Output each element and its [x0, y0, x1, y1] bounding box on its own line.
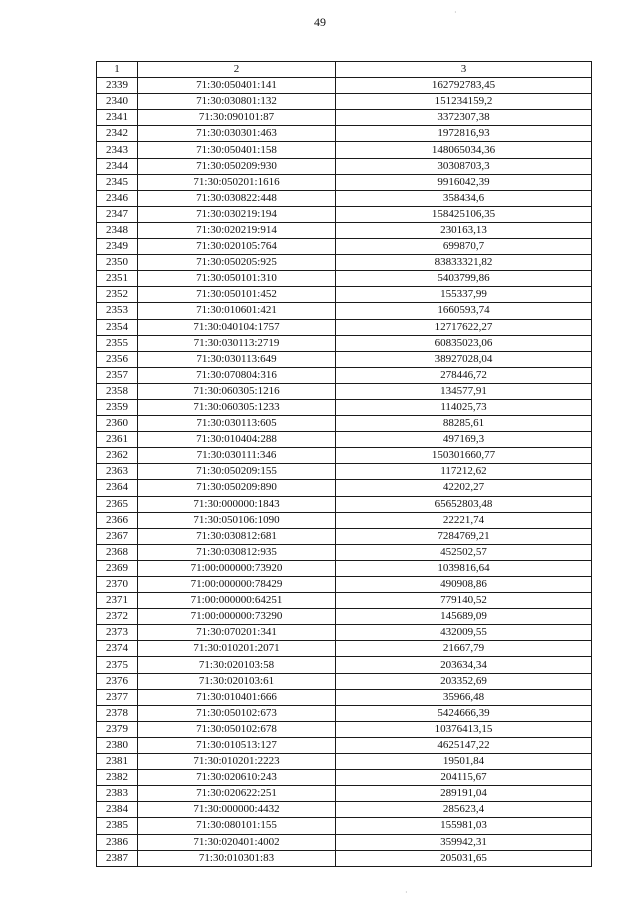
row-number-cell: 2351 [97, 271, 138, 287]
cadastral-number-cell: 71:30:040104:1757 [138, 319, 336, 335]
cadastral-number-cell: 71:30:080101:155 [138, 818, 336, 834]
row-number-cell: 2363 [97, 464, 138, 480]
table-row [97, 335, 592, 351]
table-row [97, 367, 592, 383]
table-row [97, 464, 592, 480]
value-cell: 88285,61 [336, 416, 592, 432]
table-row [97, 528, 592, 544]
value-cell: 285623,4 [336, 802, 592, 818]
value-cell: 162792783,45 [336, 78, 592, 94]
cadastral-number-cell: 71:30:070201:341 [138, 625, 336, 641]
cadastral-number-cell: 71:30:030301:463 [138, 126, 336, 142]
cadastral-number-cell: 71:30:030812:935 [138, 544, 336, 560]
row-number-cell: 2359 [97, 399, 138, 415]
row-number-cell: 2339 [97, 78, 138, 94]
table-row [97, 786, 592, 802]
table-row [97, 560, 592, 576]
table-row [97, 110, 592, 126]
value-cell: 205031,65 [336, 850, 592, 866]
row-number-cell: 2353 [97, 303, 138, 319]
scan-speck: · [405, 888, 408, 897]
table-row [97, 705, 592, 721]
value-cell: 5424666,39 [336, 705, 592, 721]
cadastral-number-cell: 71:30:010404:288 [138, 432, 336, 448]
table-row [97, 544, 592, 560]
row-number-cell: 2365 [97, 496, 138, 512]
table-row [97, 609, 592, 625]
value-cell: 134577,91 [336, 383, 592, 399]
value-cell: 432009,55 [336, 625, 592, 641]
row-number-cell: 2344 [97, 158, 138, 174]
row-number-cell: 2343 [97, 142, 138, 158]
value-cell: 117212,62 [336, 464, 592, 480]
row-number-cell: 2367 [97, 528, 138, 544]
value-cell: 21667,79 [336, 641, 592, 657]
table-row [97, 351, 592, 367]
cadastral-number-cell: 71:30:030113:605 [138, 416, 336, 432]
cadastral-number-cell: 71:30:020103:61 [138, 673, 336, 689]
cadastral-number-cell: 71:30:020105:764 [138, 239, 336, 255]
table-row [97, 287, 592, 303]
value-cell: 359942,31 [336, 834, 592, 850]
table-row [97, 480, 592, 496]
table-row [97, 142, 592, 158]
row-number-cell: 2350 [97, 255, 138, 271]
table-row [97, 255, 592, 271]
cadastral-number-cell: 71:30:030113:649 [138, 351, 336, 367]
cadastral-number-cell: 71:30:050209:155 [138, 464, 336, 480]
cadastral-number-cell: 71:30:010513:127 [138, 737, 336, 753]
cadastral-number-cell: 71:30:010201:2223 [138, 754, 336, 770]
table-row [97, 303, 592, 319]
cadastral-number-cell: 71:30:050201:1616 [138, 174, 336, 190]
row-number-cell: 2378 [97, 705, 138, 721]
cadastral-number-cell: 71:30:020103:58 [138, 657, 336, 673]
row-number-cell: 2368 [97, 544, 138, 560]
cadastral-number-cell: 71:30:060305:1216 [138, 383, 336, 399]
row-number-cell: 2373 [97, 625, 138, 641]
value-cell: 10376413,15 [336, 721, 592, 737]
table-row [97, 206, 592, 222]
table-row [97, 737, 592, 753]
value-cell: 155337,99 [336, 287, 592, 303]
value-cell: 145689,09 [336, 609, 592, 625]
row-number-cell: 2349 [97, 239, 138, 255]
row-number-cell: 2358 [97, 383, 138, 399]
cadastral-number-cell: 71:30:050205:925 [138, 255, 336, 271]
cadastral-number-cell: 71:30:030113:2719 [138, 335, 336, 351]
table-row [97, 222, 592, 238]
cadastral-number-cell: 71:30:050401:141 [138, 78, 336, 94]
row-number-cell: 2386 [97, 834, 138, 850]
value-cell: 150301660,77 [336, 448, 592, 464]
row-number-cell: 2375 [97, 657, 138, 673]
value-cell: 699870,7 [336, 239, 592, 255]
cadastral-number-cell: 71:30:020401:4002 [138, 834, 336, 850]
row-number-cell: 2347 [97, 206, 138, 222]
value-cell: 3372307,38 [336, 110, 592, 126]
value-cell: 203352,69 [336, 673, 592, 689]
cadastral-number-cell: 71:30:050102:673 [138, 705, 336, 721]
table-row [97, 818, 592, 834]
row-number-cell: 2380 [97, 737, 138, 753]
table-row [97, 190, 592, 206]
value-cell: 12717622,27 [336, 319, 592, 335]
cadastral-number-cell: 71:30:000000:1843 [138, 496, 336, 512]
cadastral-number-cell: 71:30:010401:666 [138, 689, 336, 705]
row-number-cell: 2374 [97, 641, 138, 657]
value-cell: 148065034,36 [336, 142, 592, 158]
value-cell: 158425106,35 [336, 206, 592, 222]
cadastral-number-cell: 71:30:050101:452 [138, 287, 336, 303]
table-row [97, 770, 592, 786]
table-row [97, 94, 592, 110]
table-row [97, 416, 592, 432]
cadastral-number-cell: 71:30:060305:1233 [138, 399, 336, 415]
column-header-3: 3 [336, 62, 592, 78]
row-number-cell: 2387 [97, 850, 138, 866]
row-number-cell: 2361 [97, 432, 138, 448]
row-number-cell: 2384 [97, 802, 138, 818]
row-number-cell: 2357 [97, 367, 138, 383]
value-cell: 203634,34 [336, 657, 592, 673]
row-number-cell: 2381 [97, 754, 138, 770]
value-cell: 83833321,82 [336, 255, 592, 271]
table-row [97, 448, 592, 464]
row-number-cell: 2372 [97, 609, 138, 625]
row-number-cell: 2348 [97, 222, 138, 238]
value-cell: 19501,84 [336, 754, 592, 770]
header-row [97, 62, 592, 78]
value-cell: 1660593,74 [336, 303, 592, 319]
table-row [97, 319, 592, 335]
value-cell: 278446,72 [336, 367, 592, 383]
row-number-cell: 2366 [97, 512, 138, 528]
cadastral-number-cell: 71:30:030801:132 [138, 94, 336, 110]
data-table [96, 61, 592, 867]
cadastral-number-cell: 71:30:020219:914 [138, 222, 336, 238]
cadastral-number-cell: 71:30:050102:678 [138, 721, 336, 737]
row-number-cell: 2340 [97, 94, 138, 110]
row-number-cell: 2362 [97, 448, 138, 464]
row-number-cell: 2376 [97, 673, 138, 689]
table-row [97, 512, 592, 528]
value-cell: 452502,57 [336, 544, 592, 560]
cadastral-number-cell: 71:30:010601:421 [138, 303, 336, 319]
table-row [97, 383, 592, 399]
cadastral-number-cell: 71:00:000000:73920 [138, 560, 336, 576]
table-row [97, 625, 592, 641]
table-row [97, 239, 592, 255]
table-row [97, 399, 592, 415]
value-cell: 490908,86 [336, 577, 592, 593]
cadastral-number-cell: 71:30:010201:2071 [138, 641, 336, 657]
column-header-2: 2 [138, 62, 336, 78]
cadastral-number-cell: 71:30:050209:890 [138, 480, 336, 496]
table-row [97, 850, 592, 866]
value-cell: 151234159,2 [336, 94, 592, 110]
cadastral-number-cell: 71:30:090101:87 [138, 110, 336, 126]
row-number-cell: 2383 [97, 786, 138, 802]
row-number-cell: 2371 [97, 593, 138, 609]
row-number-cell: 2345 [97, 174, 138, 190]
table-row [97, 721, 592, 737]
row-number-cell: 2364 [97, 480, 138, 496]
table-row [97, 577, 592, 593]
cadastral-number-cell: 71:30:030111:346 [138, 448, 336, 464]
cadastral-number-cell: 71:30:050106:1090 [138, 512, 336, 528]
value-cell: 358434,6 [336, 190, 592, 206]
table-row [97, 673, 592, 689]
table-row [97, 271, 592, 287]
value-cell: 289191,04 [336, 786, 592, 802]
cadastral-number-cell: 71:00:000000:73290 [138, 609, 336, 625]
table-row [97, 689, 592, 705]
row-number-cell: 2382 [97, 770, 138, 786]
row-number-cell: 2355 [97, 335, 138, 351]
value-cell: 5403799,86 [336, 271, 592, 287]
cadastral-number-cell: 71:30:050401:158 [138, 142, 336, 158]
table-row [97, 754, 592, 770]
value-cell: 1972816,93 [336, 126, 592, 142]
row-number-cell: 2342 [97, 126, 138, 142]
row-number-cell: 2341 [97, 110, 138, 126]
cadastral-number-cell: 71:30:030812:681 [138, 528, 336, 544]
value-cell: 1039816,64 [336, 560, 592, 576]
column-header-1: 1 [97, 62, 138, 78]
value-cell: 114025,73 [336, 399, 592, 415]
row-number-cell: 2370 [97, 577, 138, 593]
table-row [97, 432, 592, 448]
cadastral-number-cell: 71:30:070804:316 [138, 367, 336, 383]
value-cell: 22221,74 [336, 512, 592, 528]
value-cell: 497169,3 [336, 432, 592, 448]
table-row [97, 802, 592, 818]
table-row [97, 641, 592, 657]
value-cell: 38927028,04 [336, 351, 592, 367]
value-cell: 4625147,22 [336, 737, 592, 753]
cadastral-number-cell: 71:00:000000:78429 [138, 577, 336, 593]
value-cell: 7284769,21 [336, 528, 592, 544]
row-number-cell: 2356 [97, 351, 138, 367]
row-number-cell: 2346 [97, 190, 138, 206]
cadastral-number-cell: 71:30:050101:310 [138, 271, 336, 287]
table-row [97, 496, 592, 512]
value-cell: 30308703,3 [336, 158, 592, 174]
row-number-cell: 2385 [97, 818, 138, 834]
cadastral-number-cell: 71:30:020610:243 [138, 770, 336, 786]
row-number-cell: 2352 [97, 287, 138, 303]
cadastral-number-cell: 71:30:030822:448 [138, 190, 336, 206]
table-row [97, 834, 592, 850]
value-cell: 155981,03 [336, 818, 592, 834]
table-row [97, 78, 592, 94]
value-cell: 230163,13 [336, 222, 592, 238]
value-cell: 35966,48 [336, 689, 592, 705]
scan-speck: · [454, 8, 457, 17]
row-number-cell: 2379 [97, 721, 138, 737]
table-row [97, 174, 592, 190]
page-number: 49 [314, 15, 326, 29]
row-number-cell: 2354 [97, 319, 138, 335]
table-row [97, 158, 592, 174]
row-number-cell: 2369 [97, 560, 138, 576]
row-number-cell: 2360 [97, 416, 138, 432]
value-cell: 65652803,48 [336, 496, 592, 512]
value-cell: 779140,52 [336, 593, 592, 609]
value-cell: 60835023,06 [336, 335, 592, 351]
cadastral-number-cell: 71:00:000000:64251 [138, 593, 336, 609]
table-row [97, 657, 592, 673]
cadastral-number-cell: 71:30:000000:4432 [138, 802, 336, 818]
row-number-cell: 2377 [97, 689, 138, 705]
value-cell: 204115,67 [336, 770, 592, 786]
value-cell: 42202,27 [336, 480, 592, 496]
cadastral-number-cell: 71:30:020622:251 [138, 786, 336, 802]
value-cell: 9916042,39 [336, 174, 592, 190]
cadastral-number-cell: 71:30:030219:194 [138, 206, 336, 222]
table-row [97, 593, 592, 609]
cadastral-number-cell: 71:30:050209:930 [138, 158, 336, 174]
table-row [97, 126, 592, 142]
cadastral-number-cell: 71:30:010301:83 [138, 850, 336, 866]
